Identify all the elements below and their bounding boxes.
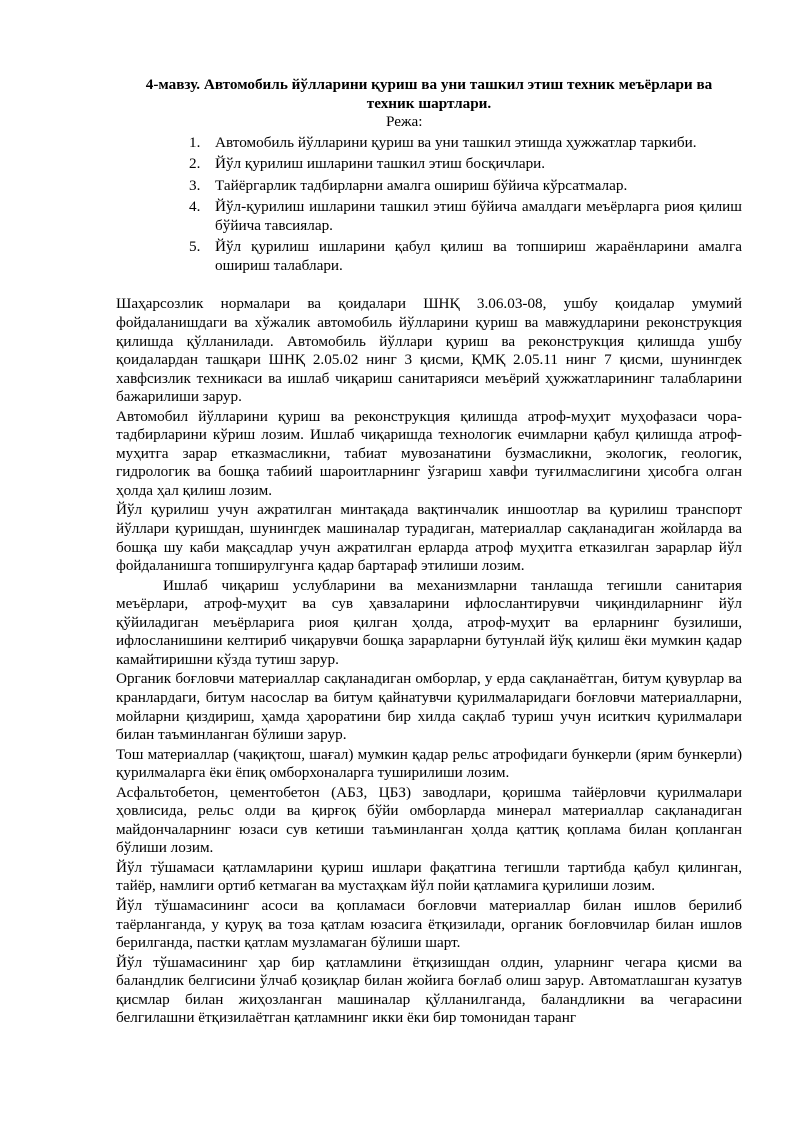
body-paragraph: Йўл тўшамасининг ҳар бир қатламлини ётқизишдан олдин, уларнинг чегара қисми ва баландлик белгисини ўлчаб қозиқлар билан жойига боғлаб олиш зарур. Автоматлашган кузатув қисмлар билан жиҳозланган машиналар қўлланилганда, баландликни ва чегарасини белгилашни ётқизилаётган қатламнинг икки ёки бир томонидан таранг xyxy=(116,953,742,1027)
body-paragraph: Асфальтобетон, цементобетон (АБЗ, ЦБЗ) заводлари, қоришма тайёрловчи қурилмалари ҳовлисида, рельс олди ва қирғоқ бўйи омборларда минерал материаллар сақланадиган майдончаларнинг юзаси сув кетиши таъминланган ҳолда қаттиқ қоплама билан қопланган бўлиши лозим. xyxy=(116,783,742,857)
plan-label: Режа: xyxy=(386,113,423,131)
plan-item-number: 4. xyxy=(189,198,201,216)
plan-item-text: Йўл қурилиш ишларини ташкил этиш босқичлари. xyxy=(215,155,546,173)
body-paragraph: Автомобил йўлларини қуриш ва реконструкция қилишда атроф-муҳит муҳофазаси чора-тадбирларини кўриш лозим. Ишлаб чиқаришда технологик ечимларни қабул қилишда атроф-муҳитга зарар етказмасликни, табиат мувозанатини бузмасликни, экологик, геологик, гидрологик ва бошқа табиий шароитларнинг ўзгариш хавфи туғилмаслигини ҳисобга олган ҳолда ҳал қилиш лозим. xyxy=(116,407,742,499)
plan-item xyxy=(116,198,742,235)
plan-item xyxy=(116,134,742,153)
plan-item xyxy=(116,238,742,275)
plan-item-text: Йўл-қурилиш ишларини ташкил этиш бўйича амалдаги меъёрларга риоя қилиш бўйича тавсиялар. xyxy=(215,198,742,234)
document-page xyxy=(116,76,742,1029)
body-paragraph: Тош материаллар (чақиқтош, шағал) мумкин қадар рельс атрофидаги бункерли (ярим бункерли) қурилмаларга ёки ёпиқ омборхоналарга туширилиши лозим. xyxy=(116,745,742,782)
body-paragraph: Ишлаб чиқариш услубларини ва механизмларни танлашда тегишли санитария меъёрлари, атроф-муҳит ва сув ҳавзаларини ифлослантирувчи чиқиндиларнинг йўл қўйиладиган меъёрларига риоя қилган ҳолда, атроф-муҳит ва ерларнинг бузилиши, ифлосланишини келтириб чиқарувчи бошқа зарарларни бутунлай йўқ қилиш ёки мумкин қадар камайтиришни кўзда тутиш зарур. xyxy=(116,576,742,668)
plan-item xyxy=(116,177,742,196)
plan-item-number: 2. xyxy=(189,155,201,173)
body-paragraph: Шаҳарсозлик нормалари ва қоидалари ШНҚ 3.06.03-08, ушбу қоидалар умумий фойдаланишдаги ва хўжалик автомобиль йўлларини қуриш ва мавжудларини реконструкция қилишда қўлланилади. Автомобиль йўллари қуриш ва реконструкция қилишда ушбу қоидалардан ташқари ШНҚ 2.05.02 нинг 3 қисми, ҚМҚ 2.05.11 нинг 7 қисми, шунингдек хавфсизлик техникаси ва ишлаб чиқариш санитарияси меъёрий ҳужжатларининг талабларини бажарилиши зарур. xyxy=(116,295,742,406)
plan-item-text: Йўл қурилиш ишларини қабул қилиш ва топшириш жараёнларини амалга ошириш талаблари. xyxy=(215,238,742,274)
body-paragraph: Йўл тўшамаси қатламларини қуриш ишлари фақатгина тегишли тартибда қабул қилинган, тайёр, намлиги ортиб кетмаган ва мустаҳкам йўл пойи қатламига қурилиши лозим. xyxy=(116,858,742,895)
plan-item xyxy=(116,155,742,174)
body-paragraph: Йўл тўшамасининг асоси ва қопламаси боғловчи материаллар билан ишлов берилиб таёрланганда, у қуруқ ва тоза қатлам юзасига ётқизилади, органик боғловчилар билан ишлов берилганда, пастки қатлам музламаган бўлиши шарт. xyxy=(116,896,742,952)
plan-item-number: 1. xyxy=(189,133,201,151)
plan-item-number: 5. xyxy=(189,238,201,256)
plan-item-text: Тайёргарлик тадбирларни амалга ошириш бўйича кўрсатмалар. xyxy=(215,176,628,194)
plan-item-text: Автомобиль йўлларини қуриш ва уни ташкил этишда ҳужжатлар таркиби. xyxy=(215,133,697,151)
body-text xyxy=(116,295,742,1027)
plan-list xyxy=(116,134,742,276)
document-title: 4-мавзу. Автомобиль йўлларини қуриш ва уни ташкил этиш техник меъёрлари ва техник шартлари. xyxy=(145,76,713,112)
body-paragraph: Йўл қурилиш учун ажратилган минтақада вақтинчалик иншоотлар ва қурилиш транспорт йўллари қуришдан, шунингдек машиналар турадиган, материаллар сақланадиган жойларда ва бошқа шу каби мақсадлар учун ажратилган ерларда атроф муҳитга етказилган зарарлар йўл фойдаланишга топширулгунга қадар бартараф этилиши лозим. xyxy=(116,501,742,575)
body-paragraph: Органик боғловчи материаллар сақланадиган омборлар, у ерда сақланаётган, битум қувурлар ва кранлардаги, битум насослар ва битум қайнатувчи қурилмаларидаги боғловчи материалларни, мойларни қиздириш, ҳамда ҳароратини бир хилда сақлаб туриш учун иситкич қурилмалари билан таъминланган бўлиши зарур. xyxy=(116,670,742,744)
plan-item-number: 3. xyxy=(189,176,201,194)
